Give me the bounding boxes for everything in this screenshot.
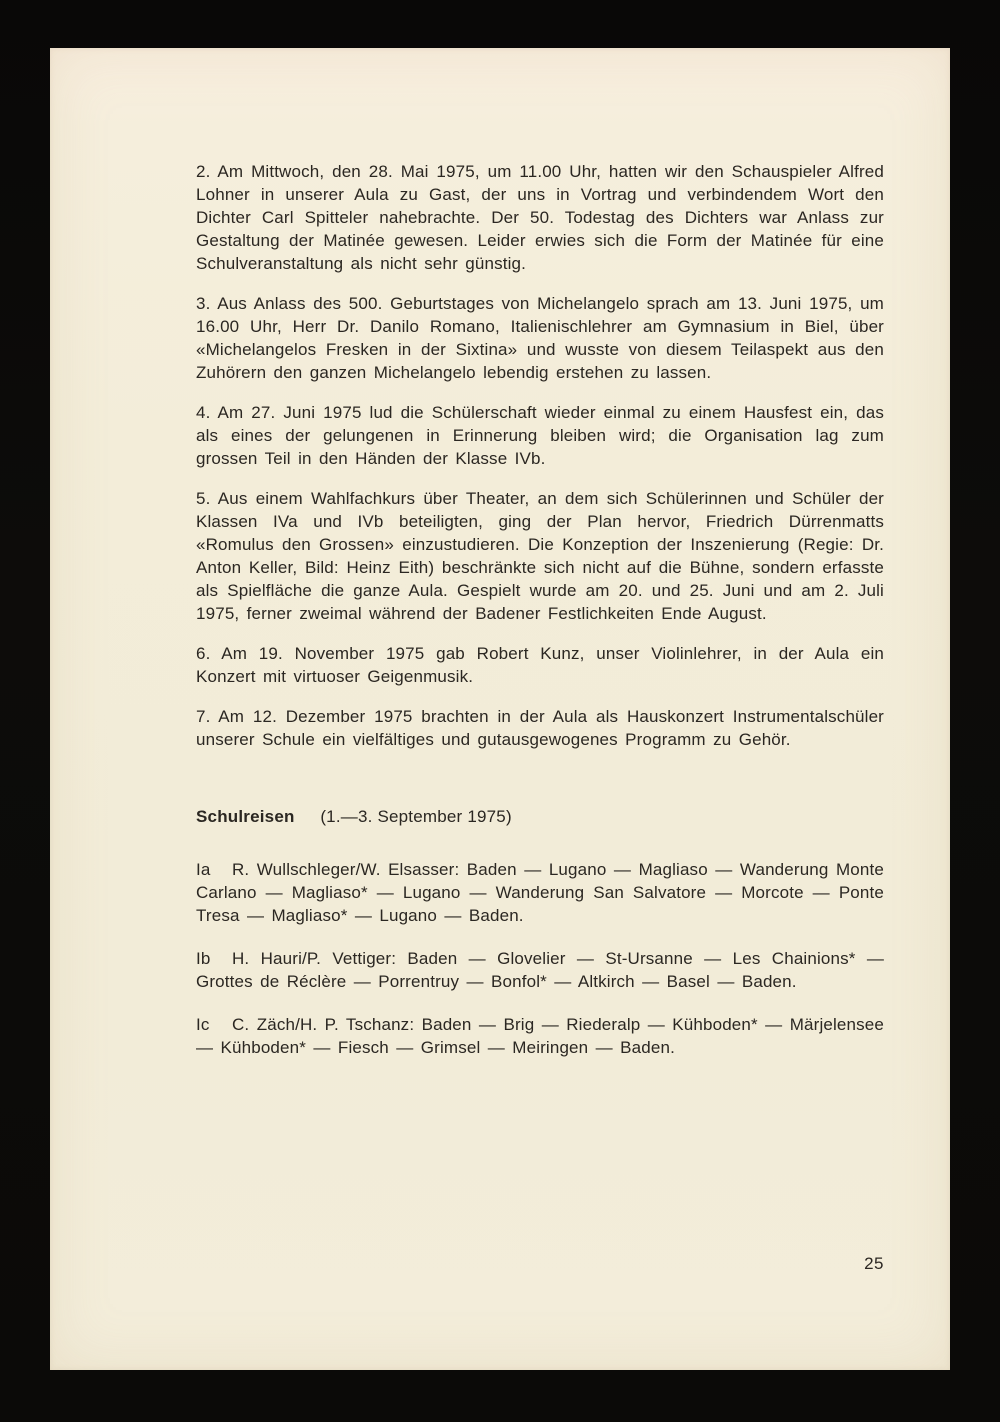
trip-route-ic: C. Zäch/H. P. Tschanz: Baden — Brig — Riederalp — Kühboden* — Märjelensee — Kühboden* — Fiesch — Grimsel — Meiringen — Baden. xyxy=(196,1015,884,1057)
section-heading xyxy=(196,805,884,828)
page-content xyxy=(196,160,884,1079)
trip-route-ib: H. Hauri/P. Vettiger: Baden — Glovelier — St-Ursanne — Les Chainions* — Grottes de Réclère — Porrentruy — Bonfol* — Altkirch — Basel — Baden. xyxy=(196,949,884,991)
event-paragraph-2: 2. Am Mittwoch, den 28. Mai 1975, um 11.00 Uhr, hatten wir den Schauspieler Alfred Lohner in unserer Aula zu Gast, der uns in Vortrag und verbindendem Wort den Dichter Carl Spitteler nahebrachte. Der 50. Todestag des Dichters war Anlass zur Gestaltung der Matinée gewesen. Leider erwies sich die Form der Matinée für eine Schulveranstaltung als nicht sehr günstig. xyxy=(196,162,884,273)
trip-label-ic: Ic xyxy=(196,1015,210,1034)
trip-item-ic xyxy=(196,1013,884,1059)
trip-item-ia xyxy=(196,858,884,927)
trip-label-ia: Ia xyxy=(196,860,211,879)
trip-item-ib xyxy=(196,947,884,993)
section-date-range: (1.—3. September 1975) xyxy=(320,807,512,826)
section-title: Schulreisen xyxy=(196,807,295,826)
trip-route-ia: R. Wullschleger/W. Elsasser: Baden — Lugano — Magliaso — Wanderung Monte Carlano — Magliaso* — Lugano — Wanderung San Salvatore — Morcote — Ponte Tresa — Magliaso* — Lugano — Baden. xyxy=(196,860,884,925)
trip-label-ib: Ib xyxy=(196,949,211,968)
event-paragraph-4: 4. Am 27. Juni 1975 lud die Schülerschaft wieder einmal zu einem Hausfest ein, das als eines der gelungenen in Erinnerung bleiben wird; die Organisation lag zum grossen Teil in den Händen der Klasse IVb. xyxy=(196,403,884,468)
event-paragraph-7: 7. Am 12. Dezember 1975 brachten in der Aula als Hauskonzert Instrumentalschüler unserer Schule ein vielfältiges und gutausgewogenes Programm zu Gehör. xyxy=(196,707,884,749)
event-paragraph-5: 5. Aus einem Wahlfachkurs über Theater, an dem sich Schülerinnen und Schüler der Klassen IVa und IVb beteiligten, ging der Plan hervor, Friedrich Dürrenmatts «Romulus den Grossen» einzustudieren. Die Konzeption der Inszenierung (Regie: Dr. Anton Keller, Bild: Heinz Eith) beschränkte sich nicht auf die Bühne, sondern erfasste als Spielfläche die ganze Aula. Gespielt wurde am 20. und 25. Juni und am 2. Juli 1975, ferner zweimal während der Badener Festlichkeiten Ende August. xyxy=(196,489,884,623)
event-paragraph-3: 3. Aus Anlass des 500. Geburtstages von Michelangelo sprach am 13. Juni 1975, um 16.00 Uhr, Herr Dr. Danilo Romano, Italienischlehrer am Gymnasium in Biel, über «Michelangelos Fresken in der Sixtina» und wusste von diesem Teilaspekt aus den Zuhörern den ganzen Michelangelo lebendig erstehen zu lassen. xyxy=(196,294,884,382)
document-page xyxy=(50,48,950,1370)
event-paragraph-6: 6. Am 19. November 1975 gab Robert Kunz, unser Violinlehrer, in der Aula ein Konzert mit virtuoser Geigenmusik. xyxy=(196,644,884,686)
page-number: 25 xyxy=(864,1254,884,1273)
